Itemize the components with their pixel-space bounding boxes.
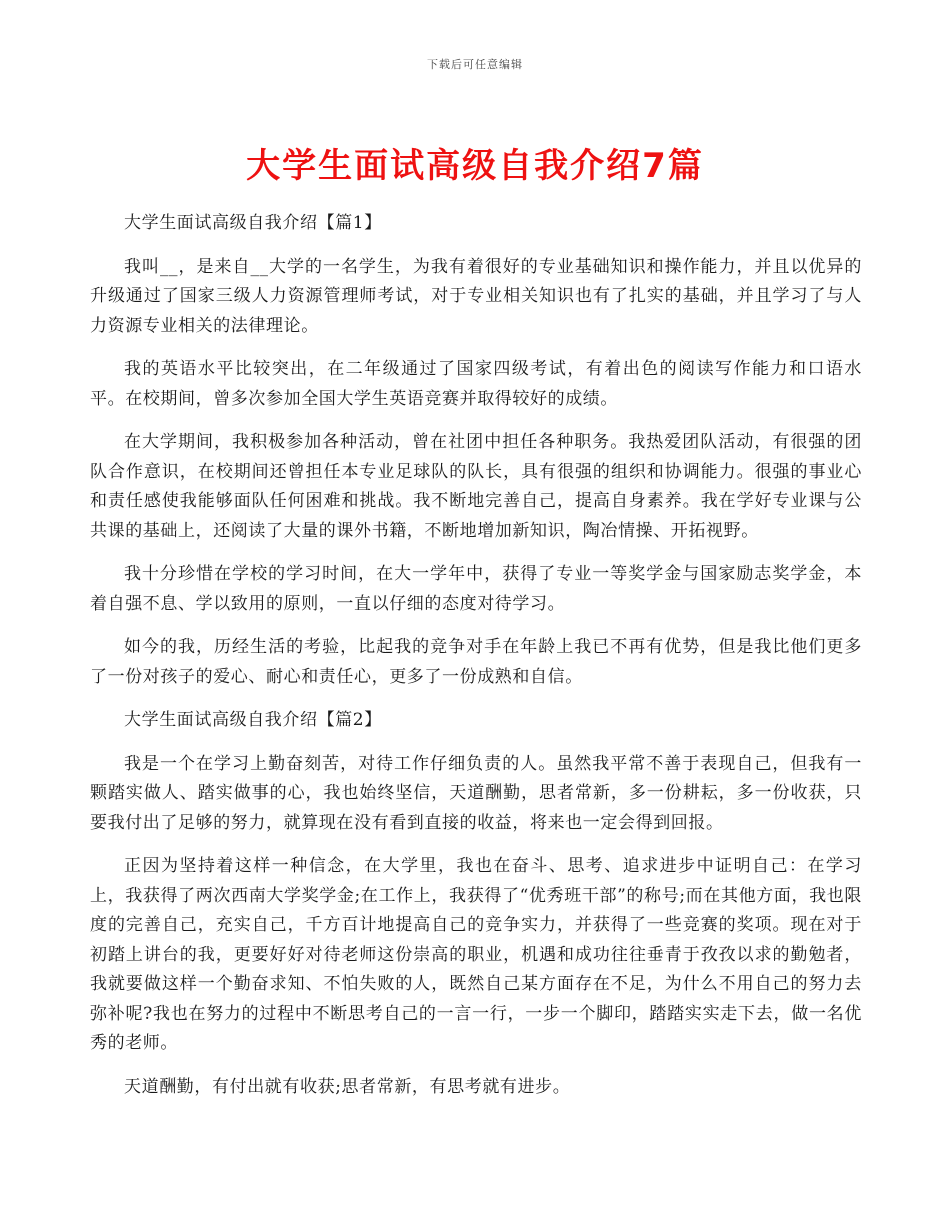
page-header-note: 下载后可任意编辑 [427, 58, 523, 71]
document-title: 大学生面试高级自我介绍7篇 [246, 146, 704, 186]
paragraph: 在大学期间，我积极参加各种活动，曾在社团中担任各种职务。我热爱团队活动，有很强的团队合作意识，在校期间还曾担任本专业足球队的队长，具有很强的组织和协调能力。很强的事业心和责任感使我能够面队任何困难和挑战。我不断地完善自己，提高自身素养。我在学好专业课与公共课的基础上，还阅读了大量的课外书籍，不断地增加新知识，陶冶情操、开拓视野。 [90, 432, 862, 541]
paragraph: 正因为坚持着这样一种信念，在大学里，我也在奋斗、思考、追求进步中证明自己：在学习上，我获得了两次西南大学奖学金;在工作上，我获得了“优秀班干部”的称号;而在其他方面，我也限度的完善自己，充实自己，千方百计地提高自己的竞争实力，并获得了一些竞赛的奖项。现在对于初踏上讲台的我，更要好好对待老师这份崇高的职业，机遇和成功往往垂青于孜孜以求的勤勉者，我就要做这样一个勤奋求知、不怕失败的人，既然自己某方面存在不足，为什么不用自己的努力去弥补呢?我也在努力的过程中不断思考自己的一言一行，一步一个脚印，踏踏实实走下去，做一名优秀的老师。 [90, 856, 862, 1053]
section-2 [90, 706, 862, 1102]
document-body [90, 209, 862, 1116]
paragraph: 我的英语水平比较突出，在二年级通过了国家四级考试，有着出色的阅读写作能力和口语水平。在校期间，曾多次参加全国大学生英语竞赛并取得较好的成绩。 [90, 359, 862, 409]
section-heading: 大学生面试高级自我介绍【篇1】 [124, 213, 382, 233]
paragraph: 天道酬勤，有付出就有收获;思者常新，有思考就有进步。 [124, 1076, 571, 1097]
paragraph: 如今的我，历经生活的考验，比起我的竞争对手在年龄上我已不再有优势，但是我比他们更多了一份对孩子的爱心、耐心和责任心，更多了一份成熟和自信。 [90, 637, 862, 687]
paragraph: 我十分珍惜在学校的学习时间，在大一学年中，获得了专业一等奖学金与国家励志奖学金，本着自强不息、学以致用的原则，一直以仔细的态度对待学习。 [90, 564, 862, 614]
paragraph: 我是一个在学习上勤奋刻苦，对待工作仔细负责的人。虽然我平常不善于表现自己，但我有一颗踏实做人、踏实做事的心，我也始终坚信，天道酬勤，思者常新，多一份耕耘，多一份收获，只要我付出了足够的努力，就算现在没有看到直接的收益，将来也一定会得到回报。 [90, 753, 862, 833]
section-1 [90, 209, 862, 692]
paragraph: 我叫__，是来自__大学的一名学生，为我有着很好的专业基础知识和操作能力，并且以优异的升级通过了国家三级人力资源管理师考试，对于专业相关知识也有了扎实的基础，并且学习了与人力资源专业相关的法律理论。 [90, 256, 862, 336]
section-heading: 大学生面试高级自我介绍【篇2】 [124, 710, 382, 730]
